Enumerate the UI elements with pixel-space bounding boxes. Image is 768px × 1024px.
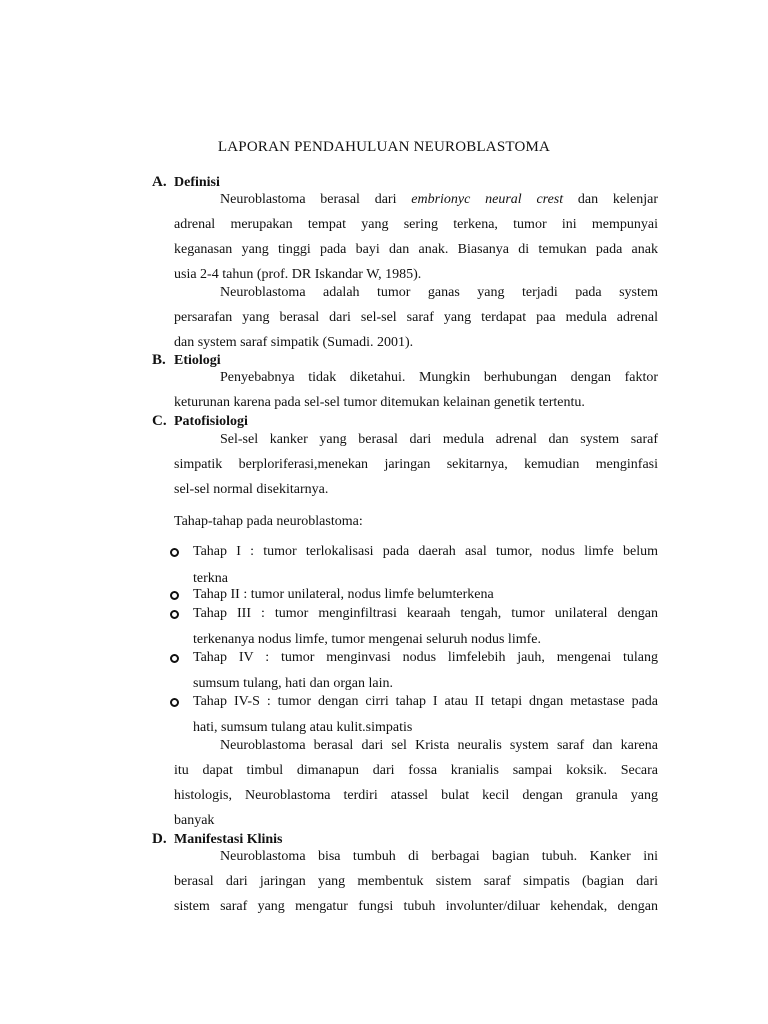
section-c-heading — [152, 413, 248, 430]
definisi-line: usia 2-4 tahun (prof. DR Iskandar W, 1985). — [174, 267, 422, 282]
emphasis-term: embrionyc neural crest — [411, 192, 564, 207]
section-c-title: Patofisiologi — [174, 414, 248, 429]
manifestasi-line: sistem saraf yang mengatur fungsi tubuh involunter/diluar kehendak, dengan — [174, 899, 658, 914]
section-a-heading — [152, 174, 220, 191]
section-b-title: Etiologi — [174, 353, 221, 368]
patofisiologi-line: banyak — [174, 813, 215, 828]
section-d-heading — [152, 831, 283, 848]
bullet-icon — [170, 548, 179, 557]
bullet-icon — [170, 591, 179, 600]
patofisiologi-line: histologis, Neuroblastoma terdiri atassel bulat kecil dengan granula yang — [174, 788, 658, 803]
etiologi-line: keturunan karena pada sel-sel tumor ditemukan kelainan genetik tertentu. — [174, 395, 585, 410]
patofisiologi-line: itu dapat timbul dimanapun dari fossa kranialis sampai koksik. Secara — [174, 763, 658, 778]
section-b-heading — [152, 352, 221, 369]
tahap-item-cont: terkna — [193, 571, 228, 586]
tahap-item: Tahap II : tumor unilateral, nodus limfe belumterkena — [193, 587, 494, 602]
section-d-letter: D. — [152, 831, 167, 847]
bullet-icon — [170, 698, 179, 707]
definisi-line: adrenal merupakan tempat yang sering terkena, tumor ini mempunyai — [174, 217, 658, 232]
manifestasi-line: Neuroblastoma bisa tumbuh di berbagai bagian tubuh. Kanker ini — [220, 849, 658, 864]
bullet-icon — [170, 610, 179, 619]
section-c-letter: C. — [152, 413, 167, 429]
tahap-item: Tahap III : tumor menginfiltrasi kearaah tengah, tumor unilateral dengan — [193, 606, 658, 621]
patofisiologi-line: sel-sel normal disekitarnya. — [174, 482, 329, 497]
bullet-icon — [170, 654, 179, 663]
tahap-item-cont: terkenanya nodus limfe, tumor mengenai seluruh nodus limfe. — [193, 632, 541, 647]
patofisiologi-line: Neuroblastoma berasal dari sel Krista neuralis system saraf dan karena — [220, 738, 658, 753]
definisi-line: keganasan yang tinggi pada bayi dan anak. Biasanya di temukan pada anak — [174, 242, 658, 257]
section-b-letter: B. — [152, 352, 166, 368]
definisi-line: dan system saraf simpatik (Sumadi. 2001). — [174, 335, 414, 350]
section-a-title: Definisi — [174, 175, 220, 190]
definisi-line: Neuroblastoma adalah tumor ganas yang terjadi pada system — [220, 285, 658, 300]
patofisiologi-line: simpatik berploriferasi,menekan jaringan sekitarnya, kemudian menginfasi — [174, 457, 658, 472]
etiologi-line: Penyebabnya tidak diketahui. Mungkin berhubungan dengan faktor — [220, 370, 658, 385]
tahap-item-cont: hati, sumsum tulang atau kulit.simpatis — [193, 720, 413, 735]
tahap-item: Tahap IV-S : tumor dengan cirri tahap I atau II tetapi dngan metastase pada — [193, 694, 658, 709]
manifestasi-line: berasal dari jaringan yang membentuk sistem saraf simpatis (bagian dari — [174, 874, 658, 889]
definisi-line: persarafan yang berasal dari sel-sel saraf yang terdapat paa medula adrenal — [174, 310, 658, 325]
definisi-line: Neuroblastoma berasal dari embrionyc neural crest dan kelenjar — [220, 192, 658, 207]
tahap-item: Tahap IV : tumor menginvasi nodus limfelebih jauh, mengenai tulang — [193, 650, 658, 665]
section-a-letter: A. — [152, 174, 167, 190]
patofisiologi-line: Sel-sel kanker yang berasal dari medula adrenal dan system saraf — [220, 432, 658, 447]
document-title: LAPORAN PENDAHULUAN NEUROBLASTOMA — [217, 139, 551, 155]
tahap-intro: Tahap-tahap pada neuroblastoma: — [174, 514, 363, 529]
tahap-item: Tahap I : tumor terlokalisasi pada daerah asal tumor, nodus limfe belum — [193, 544, 658, 559]
tahap-item-cont: sumsum tulang, hati dan organ lain. — [193, 676, 393, 691]
section-d-title: Manifestasi Klinis — [174, 832, 283, 847]
